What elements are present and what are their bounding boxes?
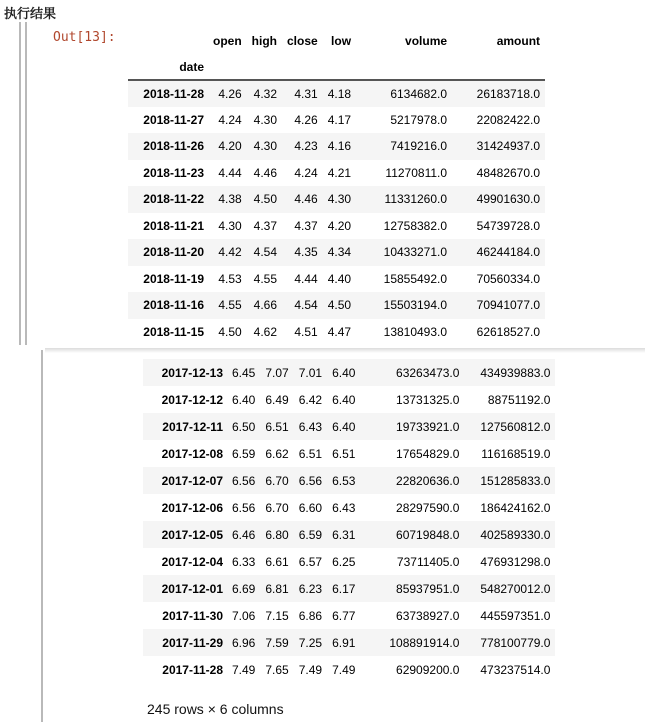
- cell-low: 4.16: [327, 139, 352, 154]
- column-header: close: [287, 34, 318, 48]
- cell-amount: 445597351.0: [480, 608, 551, 623]
- row-index-date: 2017-12-12: [161, 392, 223, 407]
- cell-high: 4.30: [253, 139, 277, 154]
- cell-amount: 54739728.0: [476, 218, 541, 233]
- cell-amount: 62618527.0: [476, 324, 541, 339]
- cell-amount: 186424162.0: [480, 500, 551, 515]
- row-index-date: 2018-11-19: [143, 271, 204, 286]
- cell-volume: 13810493.0: [383, 324, 448, 339]
- row-index-date: 2017-12-01: [161, 581, 223, 596]
- table-row: [143, 548, 555, 575]
- table-row: [143, 629, 555, 656]
- cell-high: 4.32: [253, 86, 277, 101]
- cell-volume: 63263473.0: [396, 365, 460, 380]
- cell-close: 7.01: [298, 365, 323, 380]
- cell-open: 6.50: [232, 419, 256, 434]
- cell-open: 6.56: [232, 500, 256, 515]
- row-index-date: 2018-11-27: [143, 112, 204, 127]
- cell-open: 7.06: [232, 608, 256, 623]
- cell-close: 4.44: [294, 271, 318, 286]
- cell-low: 6.31: [332, 527, 356, 542]
- table-row: [143, 467, 555, 494]
- cell-volume: 13731325.0: [396, 392, 460, 407]
- row-index-date: 2017-11-28: [162, 662, 223, 677]
- cell-high: 6.80: [265, 527, 289, 542]
- table-row: [143, 575, 555, 602]
- cell-low: 6.51: [332, 446, 356, 461]
- cell-high: 4.55: [253, 271, 277, 286]
- cell-open: 4.53: [218, 271, 242, 286]
- cell-close: 6.86: [298, 608, 323, 623]
- cell-open: 4.55: [218, 298, 242, 313]
- cell-volume: 63738927.0: [396, 608, 460, 623]
- cell-volume: 85937951.0: [396, 581, 460, 596]
- cell-low: 6.25: [332, 554, 356, 569]
- cell-low: 4.50: [327, 298, 352, 313]
- cell-low: 4.47: [327, 324, 352, 339]
- table-row: [143, 494, 555, 521]
- cell-volume: 19733921.0: [396, 419, 460, 434]
- cell-low: 4.18: [327, 86, 352, 101]
- cell-low: 4.21: [327, 165, 352, 180]
- cell-volume: 62909200.0: [396, 662, 460, 677]
- cell-low: 4.20: [327, 218, 352, 233]
- cell-amount: 548270012.0: [480, 581, 551, 596]
- cell-amount: 151285833.0: [480, 473, 551, 488]
- cell-open: 7.49: [232, 662, 256, 677]
- cell-high: 7.07: [265, 365, 289, 380]
- cell-open: 6.40: [232, 392, 256, 407]
- column-header-row: [128, 28, 545, 54]
- cell-open: 6.96: [232, 635, 256, 650]
- cell-high: 6.51: [265, 419, 289, 434]
- row-index-date: 2017-12-08: [161, 446, 223, 461]
- cell-gutter-line: [25, 22, 27, 345]
- cell-high: 6.70: [265, 473, 289, 488]
- row-index-date: 2017-11-30: [162, 608, 223, 623]
- cell-amount: 70941077.0: [476, 298, 541, 313]
- cell-volume: 11331260.0: [384, 192, 448, 207]
- cell-high: 4.30: [253, 112, 277, 127]
- table-row: [128, 107, 545, 134]
- cell-amount: 70560334.0: [476, 271, 541, 286]
- cell-amount: 49901630.0: [476, 192, 541, 207]
- cell-low: 6.43: [332, 500, 356, 515]
- cell-low: 7.49: [332, 662, 356, 677]
- cell-amount: 127560812.0: [480, 419, 551, 434]
- cell-volume: 15503194.0: [383, 298, 448, 313]
- cell-high: 7.65: [265, 662, 289, 677]
- row-index-date: 2017-12-04: [161, 554, 223, 569]
- cell-close: 6.43: [298, 419, 323, 434]
- cell-low: 4.40: [327, 271, 352, 286]
- cell-close: 4.46: [294, 192, 318, 207]
- column-header: open: [213, 34, 242, 48]
- cell-amount: 26183718.0: [476, 86, 541, 101]
- cell-low: 4.17: [327, 112, 352, 127]
- cell-close: 6.57: [298, 554, 323, 569]
- cell-close: 4.31: [294, 86, 318, 101]
- cell-gutter-line: [19, 22, 21, 345]
- cell-high: 6.49: [265, 392, 289, 407]
- cell-close: 7.25: [298, 635, 323, 650]
- cell-volume: 5217978.0: [390, 112, 448, 127]
- cell-open: 4.38: [218, 192, 242, 207]
- cell-close: 6.23: [298, 581, 323, 596]
- cell-amount: 48482670.0: [476, 165, 541, 180]
- row-index-date: 2018-11-23: [143, 165, 204, 180]
- cell-amount: 473237514.0: [480, 662, 551, 677]
- cell-close: 4.54: [294, 298, 318, 313]
- cell-volume: 60719848.0: [396, 527, 460, 542]
- row-index-date: 2017-12-07: [161, 473, 223, 488]
- cell-high: 7.15: [265, 608, 289, 623]
- cell-low: 4.30: [327, 192, 352, 207]
- cell-low: 4.34: [327, 245, 352, 260]
- table-row: [143, 656, 555, 683]
- cell-volume: 6134682.0: [390, 86, 448, 101]
- cell-open: 4.20: [218, 139, 242, 154]
- column-header: amount: [496, 34, 541, 48]
- cell-amount: 46244184.0: [476, 245, 541, 260]
- cell-high: 4.66: [253, 298, 277, 313]
- cell-high: 4.54: [253, 245, 277, 260]
- cell-close: 4.35: [294, 245, 318, 260]
- cell-amount: 31424937.0: [476, 139, 541, 154]
- cell-open: 6.46: [232, 527, 256, 542]
- row-index-date: 2018-11-16: [143, 298, 204, 313]
- cell-volume: 7419216.0: [390, 139, 448, 154]
- row-index-date: 2018-11-21: [143, 218, 204, 233]
- index-corner: [128, 28, 208, 54]
- table-row: [128, 80, 545, 107]
- cell-high: 4.46: [253, 165, 277, 180]
- table-row: [143, 602, 555, 629]
- table-row: [128, 186, 545, 213]
- cell-open: 4.50: [218, 324, 242, 339]
- cell-high: 4.50: [253, 192, 277, 207]
- cell-open: 6.45: [232, 365, 256, 380]
- row-index-date: 2017-12-06: [161, 500, 223, 515]
- cell-high: 4.62: [253, 324, 277, 339]
- cell-open: 6.56: [232, 473, 256, 488]
- cell-gutter-line: [41, 350, 43, 722]
- table-row: [143, 521, 555, 548]
- cell-high: 7.59: [265, 635, 289, 650]
- output-panel-edge: [45, 348, 645, 353]
- cell-volume: 15855492.0: [383, 271, 448, 286]
- cell-open: 4.24: [218, 112, 242, 127]
- row-index-date: 2017-12-11: [162, 419, 223, 434]
- table-row: [128, 319, 545, 346]
- dataframe-tail-table: [143, 359, 555, 683]
- cell-low: 6.91: [332, 635, 356, 650]
- cell-volume: 108891914.0: [389, 635, 460, 650]
- dataframe-head-table: [128, 28, 545, 345]
- column-header: low: [331, 34, 352, 48]
- cell-amount: 88751192.0: [487, 392, 551, 407]
- cell-open: 6.69: [232, 581, 256, 596]
- index-name: date: [179, 59, 204, 74]
- head-rows: [128, 80, 545, 345]
- row-index-date: 2018-11-26: [143, 139, 204, 154]
- row-index-date: 2018-11-28: [143, 86, 204, 101]
- cell-high: 4.37: [253, 218, 277, 233]
- result-title: 执行结果: [4, 7, 57, 22]
- cell-close: 4.24: [294, 165, 318, 180]
- cell-volume: 17654829.0: [396, 446, 460, 461]
- table-row: [128, 133, 545, 160]
- cell-volume: 10433271.0: [383, 245, 448, 260]
- table-row: [143, 359, 555, 386]
- cell-close: 4.37: [294, 218, 318, 233]
- cell-low: 6.40: [332, 365, 356, 380]
- table-row: [128, 160, 545, 187]
- cell-close: 4.51: [294, 324, 318, 339]
- cell-close: 6.51: [298, 446, 323, 461]
- cell-close: 4.26: [294, 112, 318, 127]
- cell-volume: 11270811.0: [385, 165, 448, 180]
- cell-open: 4.44: [218, 165, 242, 180]
- cell-open: 4.42: [218, 245, 242, 260]
- row-index-date: 2017-12-05: [161, 527, 223, 542]
- tail-rows: [143, 359, 555, 683]
- cell-close: 6.42: [298, 392, 323, 407]
- table-row: [128, 266, 545, 293]
- table-row: [143, 413, 555, 440]
- cell-volume: 73711405.0: [396, 554, 460, 569]
- cell-amount: 778100779.0: [480, 635, 551, 650]
- table-row: [128, 292, 545, 319]
- column-header: volume: [405, 34, 448, 48]
- cell-high: 6.62: [265, 446, 289, 461]
- cell-amount: 434939883.0: [480, 365, 551, 380]
- cell-high: 6.70: [265, 500, 289, 515]
- cell-open: 4.26: [218, 86, 242, 101]
- index-name-row: [128, 54, 545, 80]
- cell-low: 6.77: [332, 608, 356, 623]
- table-row: [128, 239, 545, 266]
- cell-close: 6.59: [298, 527, 323, 542]
- table-row: [143, 386, 555, 413]
- cell-amount: 116168519.0: [481, 446, 551, 461]
- cell-amount: 22082422.0: [476, 112, 541, 127]
- cell-volume: 22820636.0: [396, 473, 460, 488]
- cell-open: 4.30: [218, 218, 242, 233]
- cell-close: 6.56: [298, 473, 323, 488]
- cell-high: 6.81: [265, 581, 289, 596]
- cell-amount: 402589330.0: [480, 527, 551, 542]
- row-index-date: 2018-11-22: [143, 192, 204, 207]
- column-header: high: [251, 34, 277, 48]
- row-index-date: 2017-11-29: [162, 635, 223, 650]
- table-row: [143, 440, 555, 467]
- cell-close: 7.49: [298, 662, 323, 677]
- cell-high: 6.61: [265, 554, 289, 569]
- dataframe-shape-info: 245 rows × 6 columns: [147, 701, 284, 717]
- cell-low: 6.53: [332, 473, 356, 488]
- cell-open: 6.33: [232, 554, 256, 569]
- cell-low: 6.40: [332, 419, 356, 434]
- row-index-date: 2017-12-13: [161, 365, 223, 380]
- cell-amount: 476931298.0: [480, 554, 551, 569]
- cell-low: 6.17: [332, 581, 356, 596]
- cell-volume: 28297590.0: [396, 500, 460, 515]
- row-index-date: 2018-11-20: [143, 245, 204, 260]
- cell-close: 6.60: [298, 500, 323, 515]
- table-row: [128, 213, 545, 240]
- cell-volume: 12758382.0: [383, 218, 448, 233]
- cell-low: 6.40: [332, 392, 356, 407]
- cell-close: 4.23: [294, 139, 318, 154]
- out-prompt: Out[13]:: [53, 30, 116, 45]
- row-index-date: 2018-11-15: [143, 324, 204, 339]
- cell-open: 6.59: [232, 446, 256, 461]
